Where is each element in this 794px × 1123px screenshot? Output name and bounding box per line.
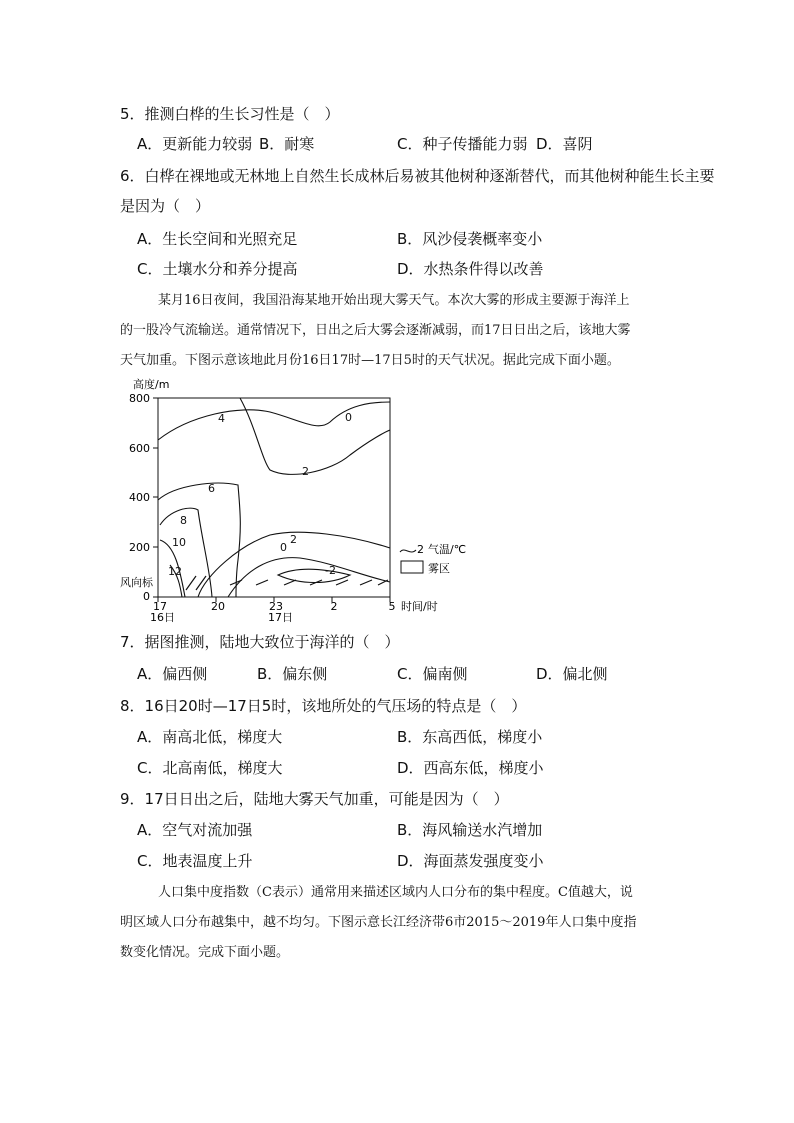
q7-option-a: A．偏西侧 (137, 665, 208, 683)
isotherm-12 (170, 565, 182, 597)
q9-option-c: C．地表温度上升 (137, 852, 253, 870)
x-tick-17: 17 (153, 600, 167, 613)
x-day-17: 17日 (268, 611, 293, 624)
isotherm-minus2 (278, 569, 350, 582)
q7-stem: 7．据图推测，陆地大致位于海洋的（ ） (120, 633, 400, 651)
y-tick-0: 0 (143, 590, 150, 603)
q8-stem: 8．16日20时—17日5时，该地所处的气压场的特点是（ ） (120, 697, 527, 715)
legend-isotherm-swatch (400, 550, 416, 552)
isotherm-10 (160, 540, 185, 597)
isotherm-6 (158, 483, 240, 597)
legend-isotherm-value: 2 (417, 543, 424, 556)
q8-option-a: A．南高北低，梯度大 (137, 728, 283, 746)
q5-option-b: B．耐寒 (259, 135, 315, 153)
x-tick-23: 23 (269, 600, 283, 613)
x-tick-2: 2 (330, 600, 338, 613)
passage2-line3: 数变化情况。完成下面小题。 (120, 945, 290, 960)
x-tick-20: 20 (211, 600, 225, 613)
y-tick-400: 400 (129, 491, 150, 504)
contour-label-2-top: 2 (302, 465, 309, 478)
legend-fog-label: 雾区 (428, 562, 450, 575)
contour-label-0-top: 0 (345, 411, 352, 424)
contour-label-12: 12 (168, 565, 182, 578)
q8-option-c: C．北高南低，梯度大 (137, 759, 283, 777)
contour-label-8: 8 (180, 514, 187, 527)
q7-option-d: D．偏北侧 (536, 665, 608, 683)
q9-option-d: D．海面蒸发强度变小 (397, 852, 544, 870)
legend-fog-swatch (401, 561, 423, 573)
q8-option-b: B．东高西低，梯度小 (397, 728, 543, 746)
q6-stem-line1: 6．白桦在裸地或无林地上自然生长成林后易被其他树种逐渐替代，而其他树种能生长主要 (120, 167, 715, 185)
q6-option-a: A．生长空间和光照充足 (137, 230, 298, 248)
x-tick-5: 5 (388, 600, 396, 613)
contour-label-2-low: 2 (290, 533, 297, 546)
q9-stem: 9．17日日出之后，陆地大雾天气加重，可能是因为（ ） (120, 790, 509, 808)
contour-label-10: 10 (172, 536, 186, 549)
wind-barbs (186, 576, 388, 590)
q9-option-a: A．空气对流加强 (137, 821, 253, 839)
q8-option-d: D．西高东低，梯度小 (397, 759, 544, 777)
q5-option-d: D．喜阴 (536, 135, 593, 153)
passage1-line3: 天气加重。下图示意该地此月份16日17时—17日5时的天气状况。据此完成下面小题。 (120, 353, 620, 368)
q5-stem: 5．推测白桦的生长习性是（ ） (120, 105, 340, 123)
q6-option-c: C．土壤水分和养分提高 (137, 260, 298, 278)
y-axis-label: 高度/m (133, 378, 170, 391)
y-tick-200: 200 (129, 541, 150, 554)
q9-option-b: B．海风输送水汽增加 (397, 821, 543, 839)
q5-option-a: A．更新能力较弱 (137, 135, 253, 153)
q7-option-c: C．偏南侧 (397, 665, 468, 683)
wind-vane-label: 风向标 (120, 576, 153, 589)
isotherm-0-upper (158, 402, 390, 440)
x-axis-label: 时间/时 (401, 600, 438, 613)
contour-label-0-low: 0 (280, 541, 287, 554)
legend-isotherm-label: 气温/℃ (428, 543, 467, 556)
isotherm-0-lower (228, 558, 390, 597)
q5-option-c: C．种子传播能力弱 (397, 135, 528, 153)
q6-option-b: B．风沙侵袭概率变小 (397, 230, 543, 248)
contour-label-6: 6 (208, 482, 215, 495)
q6-stem-line2: 是因为（ ） (120, 197, 211, 215)
q6-option-d: D．水热条件得以改善 (397, 260, 544, 278)
passage2-line1: 人口集中度指数（C表示）通常用来描述区域内人口分布的集中程度。C值越大，说 (158, 885, 633, 900)
contour-label-4: 4 (218, 412, 225, 425)
isotherm-8 (160, 508, 212, 597)
y-tick-600: 600 (129, 442, 150, 455)
passage1-line2: 的一股冷气流输送。通常情况下，日出之后大雾会逐渐减弱，而17日日出之后，该地大雾 (120, 323, 631, 338)
q7-option-b: B．偏东侧 (257, 665, 328, 683)
isotherm-2-lower (198, 532, 390, 597)
x-day-16: 16日 (150, 611, 175, 624)
contour-label-minus2: -2 (325, 564, 336, 577)
y-tick-800: 800 (129, 392, 150, 405)
isotherm-2-upper (240, 398, 390, 474)
passage2-line2: 明区域人口分布越集中，越不均匀。下图示意长江经济带6市2015～2019年人口集中度指 (120, 915, 637, 930)
passage1-line1: 某月16日夜间，我国沿海某地开始出现大雾天气。本次大雾的形成主要源于海洋上 (158, 293, 630, 308)
